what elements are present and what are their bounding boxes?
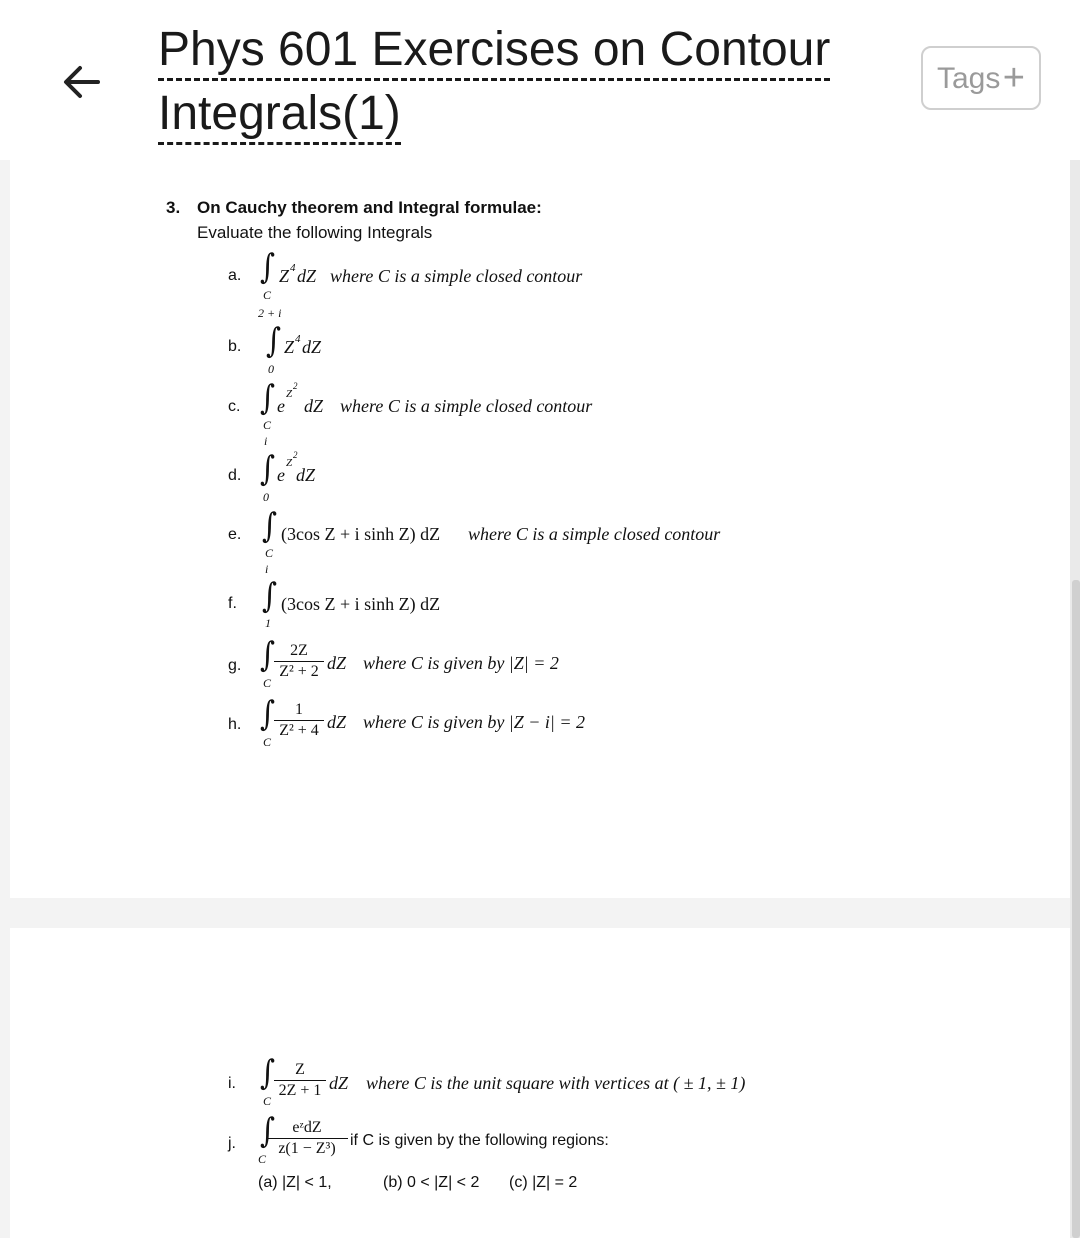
item-label: h. [228, 716, 242, 733]
condition: where C is a simple closed contour [330, 266, 583, 286]
differential: dZ [327, 712, 347, 732]
integral-sign: ∫ [260, 378, 276, 418]
back-arrow-icon[interactable] [58, 58, 106, 106]
exponent-power: 2 [293, 381, 298, 391]
integrand: e [277, 465, 285, 485]
integral-sign: ∫ [266, 321, 282, 361]
region-c: (c) |Z| = 2 [509, 1174, 578, 1191]
integral-sign: ∫ [260, 449, 276, 489]
integral-sign: ∫ [260, 635, 276, 675]
denominator: z(1 − Z³) [278, 1140, 336, 1157]
tags-label: Tags [937, 62, 1001, 95]
condition: where C is given by |Z − i| = 2 [363, 712, 586, 732]
integral-sign: ∫ [262, 506, 278, 546]
differential: dZ [329, 1073, 349, 1093]
condition: where C is a simple closed contour [340, 396, 593, 416]
item-label: f. [228, 595, 237, 612]
integrand-expression: (3cos Z + i sinh Z) dZ [281, 594, 441, 614]
item-label: j. [228, 1135, 236, 1152]
differential: dZ [302, 337, 322, 357]
denominator: Z² + 4 [279, 722, 319, 739]
integrand: Z [284, 337, 295, 357]
integral-sign: ∫ [260, 247, 276, 287]
differential: dZ [296, 465, 316, 485]
integrand-expression: (3cos Z + i sinh Z) dZ [281, 524, 441, 544]
differential: dZ [297, 266, 317, 286]
problem-number: 3. [166, 198, 181, 217]
problem-heading: On Cauchy theorem and Integral formulae: [197, 198, 542, 217]
exponent: Z [286, 388, 293, 400]
numerator: eᶻdZ [266, 1118, 348, 1139]
plus-icon: + [1002, 57, 1025, 99]
page-title [158, 18, 878, 146]
region-a: (a) |Z| < 1, [258, 1174, 332, 1191]
scrollbar-thumb[interactable] [1072, 580, 1080, 1238]
lower-limit: C [263, 418, 272, 432]
item-label: g. [228, 657, 242, 674]
fraction [274, 1060, 326, 1101]
lower-limit: 1 [265, 616, 271, 630]
condition: where C is a simple closed contour [468, 524, 721, 544]
lower-limit: C [265, 546, 274, 560]
integral-sign: ∫ [260, 1111, 276, 1151]
lower-limit: 0 [263, 490, 269, 504]
lower-limit: C [258, 1152, 267, 1166]
integrand: Z [279, 266, 290, 286]
condition: where C is given by |Z| = 2 [363, 653, 559, 673]
fraction [266, 1118, 348, 1159]
problem-subheading: Evaluate the following Integrals [197, 223, 433, 242]
tags-button[interactable] [921, 46, 1041, 110]
denominator: Z² + 2 [279, 663, 319, 680]
app-header [0, 0, 1080, 160]
lower-limit: C [263, 676, 272, 690]
fraction [274, 641, 324, 682]
exponent-power: 2 [293, 450, 298, 460]
title-line-1: Phys 601 Exercises on Contour [158, 23, 830, 81]
exponent: Z [286, 457, 293, 469]
denominator: 2Z + 1 [278, 1082, 322, 1099]
item-label: a. [228, 267, 242, 284]
lower-limit: C [263, 1094, 272, 1108]
lower-limit: C [263, 735, 272, 749]
upper-limit: i [265, 562, 269, 576]
exponent: 4 [290, 262, 296, 274]
item-label: d. [228, 467, 242, 484]
numerator: Z [274, 1060, 326, 1081]
fraction [274, 700, 324, 741]
item-label: e. [228, 526, 242, 543]
title-line-2: Integrals(1) [158, 87, 401, 145]
integral-sign: ∫ [260, 694, 276, 734]
lower-limit: 0 [268, 362, 274, 376]
condition: if C is given by the following regions: [350, 1132, 609, 1149]
exponent: 4 [295, 333, 301, 345]
upper-limit: 2 + i [258, 306, 282, 320]
item-label: i. [228, 1075, 236, 1092]
item-label: b. [228, 338, 242, 355]
condition: where C is the unit square with vertices at ( ± 1, ± 1) [366, 1073, 746, 1093]
integral-sign: ∫ [260, 1053, 276, 1093]
integral-sign: ∫ [262, 576, 278, 616]
differential: dZ [304, 396, 324, 416]
region-b: (b) 0 < |Z| < 2 [383, 1174, 480, 1191]
numerator: 1 [274, 700, 324, 721]
differential: dZ [327, 653, 347, 673]
numerator: 2Z [274, 641, 324, 662]
item-label: c. [228, 398, 241, 415]
lower-limit: C [263, 288, 272, 302]
integrand: e [277, 396, 285, 416]
upper-limit: i [264, 434, 268, 448]
